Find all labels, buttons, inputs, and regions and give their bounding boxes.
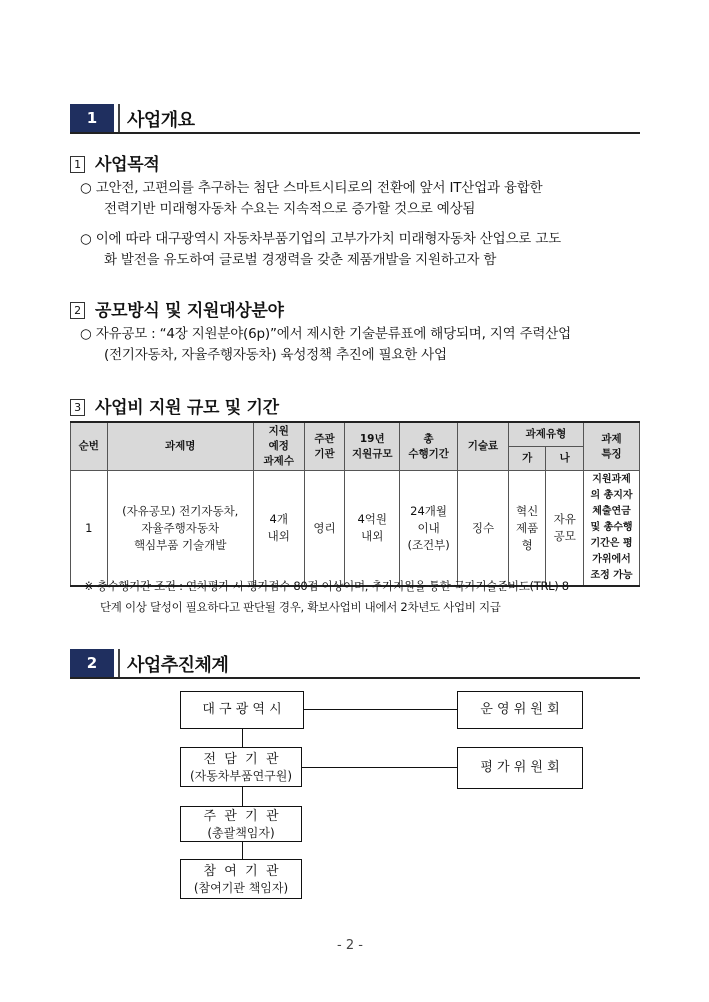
cell-type-a: 혁신 제품 형 (508, 471, 546, 587)
org-sublabel: (참여기관 책임자) (193, 881, 289, 895)
bullet-item (80, 324, 650, 366)
org-label: 운 영 위 원 회 (480, 702, 560, 717)
header-type-a: 가 (508, 446, 546, 470)
bullet-text: 화 발전을 유도하여 글로벌 경쟁력을 갖춘 제품개발을 지원하고자 함 (104, 252, 497, 268)
bullet-mark: ○ (80, 180, 92, 196)
subsection-number: 1 (70, 156, 85, 173)
bullet-text: 자유공모 : “4장 지원분야(6p)”에서 제시한 기술분류표에 해당되며, 지역 주력산업 (95, 326, 571, 342)
org-label: 주 관 기 관 (203, 809, 279, 824)
org-label: 참 여 기 관 (203, 864, 279, 879)
cell-type-b: 자유 공모 (546, 471, 584, 587)
table-row (71, 471, 640, 587)
cell-org: 영리 (304, 471, 345, 587)
section-rule (70, 132, 640, 134)
bullet-mark: ○ (80, 326, 92, 342)
org-label: 평 가 위 원 회 (480, 760, 560, 775)
cell-period: 24개월 이내 (조건부) (400, 471, 458, 587)
bullet-item (80, 178, 650, 220)
connector-line (302, 709, 457, 710)
section-title: 사업개요 (127, 110, 195, 131)
bullet-text: (전기자동차, 자율주행자동차) 육성정책 추진에 필요한 사업 (104, 347, 447, 363)
subsection-title: 사업목적 (95, 155, 160, 175)
note-mark: ※ (84, 579, 94, 593)
header-budget: 19년 지원규모 (345, 422, 400, 471)
note-text: 단계 이상 달성이 필요하다고 판단될 경우, 확보사업비 내에서 2차년도 사업비 지급 (100, 600, 501, 614)
org-box-dedicated-agency (180, 747, 302, 787)
org-box-ops-committee (457, 691, 583, 729)
cell-budget: 4억원 내외 (345, 471, 400, 587)
header-count: 지원 예정 과제수 (253, 422, 304, 471)
footnote (84, 576, 644, 618)
org-label: 전 담 기 관 (203, 752, 279, 767)
bullet-text: 전력기반 미래형자동차 수요는 지속적으로 증가할 것으로 예상됨 (104, 201, 476, 217)
subsection-heading (70, 393, 279, 418)
org-box-city (180, 691, 304, 729)
cell-count: 4개 내외 (253, 471, 304, 587)
header-feature: 과제 특징 (584, 422, 640, 471)
connector-line (302, 767, 457, 768)
page-number: - 2 - (337, 938, 363, 953)
subsection-heading (70, 150, 160, 175)
section-divider (118, 104, 120, 132)
subsection-number: 2 (70, 302, 85, 319)
org-sublabel: (총괄책임자) (207, 826, 275, 840)
subsection-title: 공모방식 및 지원대상분야 (95, 301, 284, 321)
header-fee: 기술료 (458, 422, 509, 471)
bullet-mark: ○ (80, 231, 92, 247)
section-number: 2 (70, 649, 114, 677)
header-seq: 순번 (71, 422, 108, 471)
cell-seq: 1 (71, 471, 108, 587)
org-box-eval-committee (457, 747, 583, 789)
section-rule (70, 677, 640, 679)
subsection-number: 3 (70, 399, 85, 416)
header-org: 주관 기관 (304, 422, 345, 471)
section-number: 1 (70, 104, 114, 132)
support-table (70, 421, 640, 587)
org-sublabel: (자동차부품연구원) (189, 769, 293, 783)
section-title: 사업추진체계 (127, 655, 229, 676)
bullet-text: 이에 따라 대구광역시 자동차부품기업의 고부가가치 미래형자동차 산업으로 고도 (95, 231, 561, 247)
cell-name: (자유공모) 전기자동차, 자율주행자동차 핵심부품 기술개발 (107, 471, 253, 587)
bullet-item (80, 229, 650, 271)
cell-fee: 징수 (458, 471, 509, 587)
org-box-lead-agency (180, 806, 302, 842)
section-divider (118, 649, 120, 677)
bullet-text: 고안전, 고편의를 추구하는 첨단 스마트시티로의 전환에 앞서 IT산업과 융합한 (95, 180, 543, 196)
header-period: 총 수행기간 (400, 422, 458, 471)
subsection-heading (70, 296, 284, 321)
header-type: 과제유형 (508, 422, 583, 446)
org-box-participating-agency (180, 859, 302, 899)
note-text: 총수행기간 조건 : 연차평가 시 평가점수 80점 이상이며, 추가지원을 통한 국가기술준비도(TRL) 8 (96, 579, 569, 593)
header-name: 과제명 (107, 422, 253, 471)
subsection-title: 사업비 지원 규모 및 기간 (95, 398, 279, 418)
header-type-b: 나 (546, 446, 584, 470)
cell-feature: 지원과제 의 총지자 체출연금 및 총수행 기간은 평 가위에서 조정 가능 (584, 471, 640, 587)
org-label: 대 구 광 역 시 (202, 702, 282, 717)
